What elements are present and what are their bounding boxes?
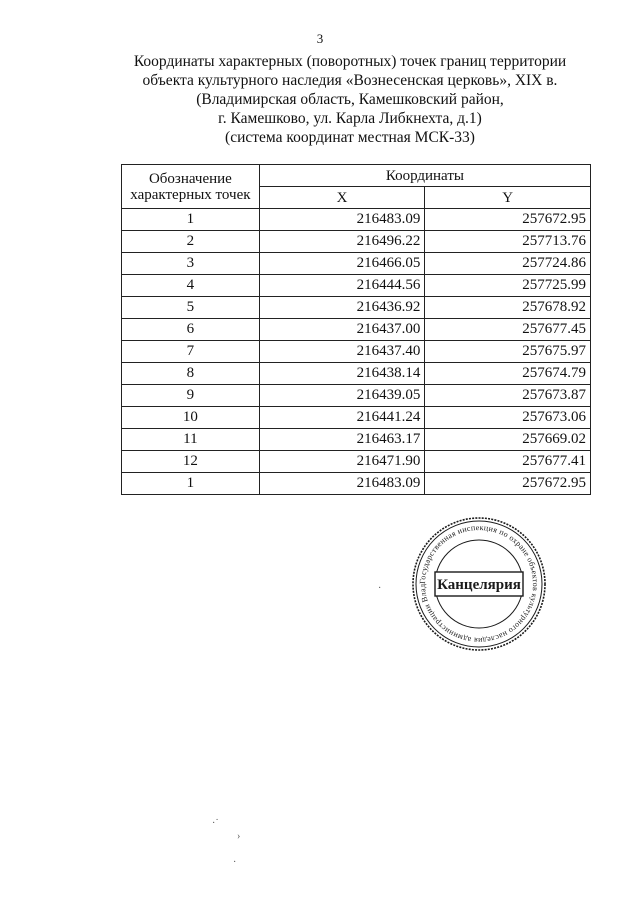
table-row: [122, 451, 591, 473]
x-coordinate-cell: 216437.00: [259, 319, 425, 341]
header-x: X: [259, 187, 425, 209]
y-coordinate-cell: 257672.95: [425, 209, 591, 231]
y-coordinate-cell: 257678.92: [425, 297, 591, 319]
point-cell: 6: [122, 319, 260, 341]
table-row: [122, 407, 591, 429]
header-y: Y: [425, 187, 591, 209]
x-coordinate-cell: 216483.09: [259, 209, 425, 231]
point-cell: 5: [122, 297, 260, 319]
y-coordinate-cell: 257724.86: [425, 253, 591, 275]
title-line: объекта культурного наследия «Вознесенская церковь», XIX в.: [142, 72, 558, 89]
point-cell: 11: [122, 429, 260, 451]
point-cell: 7: [122, 341, 260, 363]
y-coordinate-cell: 257674.79: [425, 363, 591, 385]
pen-mark: ·: [233, 857, 237, 868]
table-row: [122, 429, 591, 451]
x-coordinate-cell: 216466.05: [259, 253, 425, 275]
table-row: [122, 385, 591, 407]
pen-mark: ·: [378, 583, 382, 594]
title-line: (система координат местная МСК-33): [225, 129, 475, 146]
y-coordinate-cell: 257675.97: [425, 341, 591, 363]
x-coordinate-cell: 216439.05: [259, 385, 425, 407]
x-coordinate-cell: 216471.90: [259, 451, 425, 473]
table-row: [122, 231, 591, 253]
office-stamp: [411, 516, 547, 652]
x-coordinate-cell: 216463.17: [259, 429, 425, 451]
title-line: Координаты характерных (поворотных) точек границ территории: [133, 53, 567, 70]
y-coordinate-cell: 257713.76: [425, 231, 591, 253]
table-row: [122, 209, 591, 231]
point-cell: 4: [122, 275, 260, 297]
point-cell: 1: [122, 209, 260, 231]
header-coordinates: Координаты: [259, 165, 590, 187]
pen-mark: ›: [237, 831, 241, 842]
point-cell: 9: [122, 385, 260, 407]
x-coordinate-cell: 216441.24: [259, 407, 425, 429]
y-coordinate-cell: 257725.99: [425, 275, 591, 297]
x-coordinate-cell: 216438.14: [259, 363, 425, 385]
y-coordinate-cell: 257677.45: [425, 319, 591, 341]
pen-mark: ·˙: [212, 818, 219, 829]
x-coordinate-cell: 216436.92: [259, 297, 425, 319]
x-coordinate-cell: 216496.22: [259, 231, 425, 253]
table-body: [122, 209, 591, 495]
y-coordinate-cell: 257669.02: [425, 429, 591, 451]
y-coordinate-cell: 257672.95: [425, 473, 591, 495]
page-number: 3: [316, 31, 324, 46]
table-row: [122, 275, 591, 297]
stamp-center-text: Канцелярия: [437, 577, 521, 593]
document-title: [100, 52, 600, 147]
coordinates-table: [121, 164, 591, 495]
point-cell: 12: [122, 451, 260, 473]
header-point-designation: Обозначение характерных точек: [122, 165, 260, 209]
title-line: г. Камешково, ул. Карла Либкнехта, д.1): [218, 110, 482, 127]
y-coordinate-cell: 257673.06: [425, 407, 591, 429]
x-coordinate-cell: 216483.09: [259, 473, 425, 495]
y-coordinate-cell: 257673.87: [425, 385, 591, 407]
stamp-ring-text: Государственная инспекция по охране объектов культурного наследия администрации Влад: [417, 522, 541, 646]
point-cell: 1: [122, 473, 260, 495]
point-cell: 2: [122, 231, 260, 253]
stamp-seal: [411, 516, 547, 652]
table-row: [122, 473, 591, 495]
y-coordinate-cell: 257677.41: [425, 451, 591, 473]
table-row: [122, 297, 591, 319]
x-coordinate-cell: 216444.56: [259, 275, 425, 297]
point-cell: 8: [122, 363, 260, 385]
table-row: [122, 319, 591, 341]
table-row: [122, 363, 591, 385]
table-row: [122, 253, 591, 275]
title-line: (Владимирская область, Камешковский район,: [196, 91, 504, 108]
table-row: [122, 341, 591, 363]
x-coordinate-cell: 216437.40: [259, 341, 425, 363]
point-cell: 3: [122, 253, 260, 275]
point-cell: 10: [122, 407, 260, 429]
